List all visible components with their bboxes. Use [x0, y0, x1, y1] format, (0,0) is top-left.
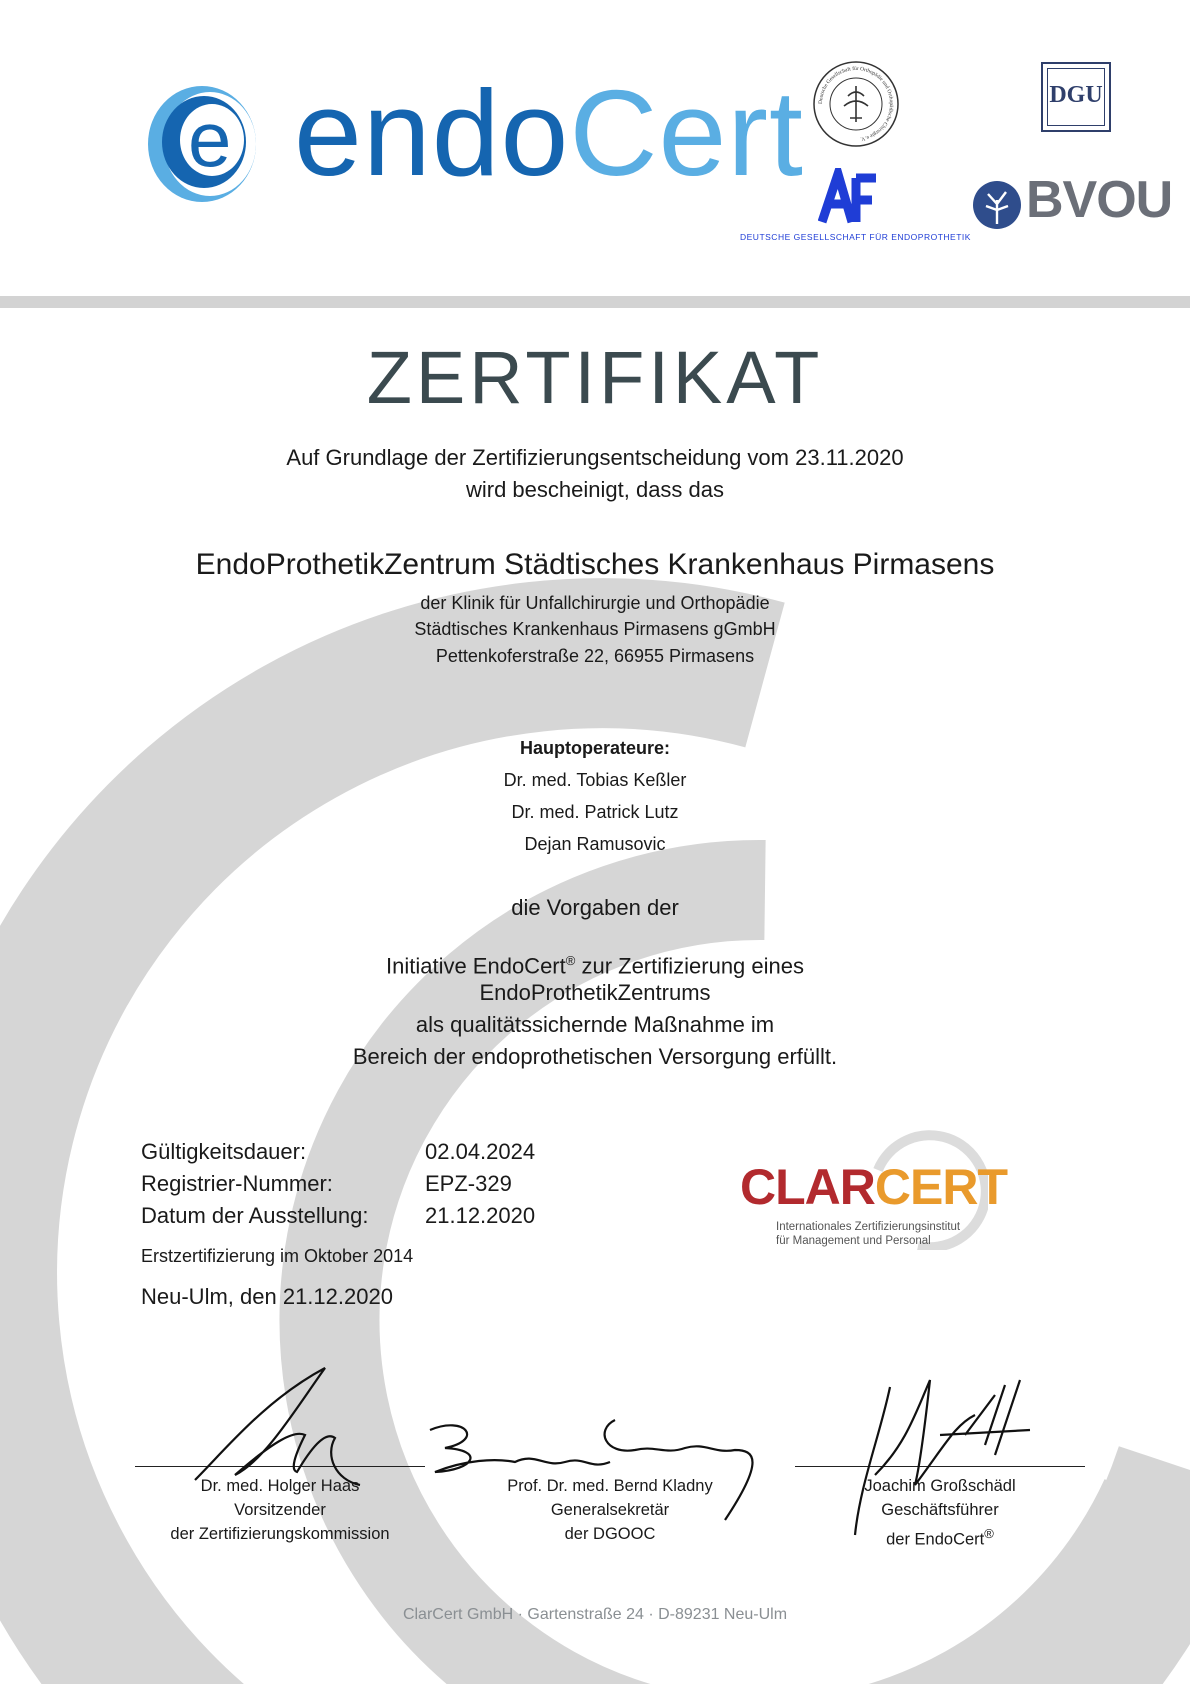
validity-label: Gültigkeitsdauer:: [141, 1139, 307, 1164]
signature-block-2: [460, 1474, 760, 1546]
signer-2-name: Prof. Dr. med. Bernd Kladny: [507, 1477, 713, 1495]
brand-part-endo: endo: [294, 65, 570, 201]
clarcert-subtitle-line-1: Internationales Zertifizierungsinstitut: [776, 1221, 961, 1233]
bvou-tree-icon: [972, 180, 1022, 230]
footer-address: ClarCert GmbH · Gartenstraße 24 · D-89231 Neu-Ulm: [402, 1606, 788, 1623]
dgooc-seal-text: Deutsche Gesellschaft für Orthopädie und Orthopädische Chirurgie e.V.: [817, 65, 895, 142]
requirements-intro: die Vorgaben der: [511, 895, 679, 920]
registration-value: EPZ-329: [425, 1171, 512, 1196]
registration-label: Registrier-Nummer:: [141, 1171, 333, 1196]
statement-line-3: als qualitätssichernde Maßnahme im: [415, 1012, 775, 1037]
clarcert-subtitle-line-2: für Management und Personal: [776, 1235, 931, 1247]
issue-date-label: Datum der Ausstellung:: [141, 1203, 369, 1228]
ae-logo-text: DEUTSCHE GESELLSCHAFT FÜR ENDOPROTHETIK: [740, 232, 971, 242]
bvou-logo: [972, 171, 1173, 234]
signature-block-1: [130, 1474, 430, 1546]
signer-3-role: Geschäftsführer: [881, 1501, 999, 1519]
surgeons-heading: Hauptoperateure:: [519, 738, 671, 758]
svg-text:e: e: [188, 95, 232, 183]
dgu-logo: [1041, 62, 1111, 132]
dgooc-seal-logo: [812, 60, 900, 148]
endocert-wordmark: [294, 65, 804, 201]
address-line-3: Pettenkoferstraße 22, 66955 Pirmasens: [435, 646, 755, 666]
center-name: EndoProthetikZentrum Städtisches Krankenhaus Pirmasens: [195, 548, 995, 581]
clarcert-subtitle: [776, 1220, 960, 1248]
clarcert-word-clar: CLAR: [740, 1159, 875, 1215]
signer-1-role: Vorsitzender: [234, 1501, 326, 1519]
ae-logo-icon: [818, 168, 878, 226]
signature-block-3: [790, 1474, 1090, 1552]
header-divider: [0, 296, 1190, 308]
statement-line-4: Bereich der endoprothetischen Versorgung erfüllt.: [352, 1044, 838, 1069]
validity-value: 02.04.2024: [425, 1139, 536, 1164]
intro-line-2: wird bescheinigt, dass das: [465, 477, 725, 502]
signer-3-org-line: [790, 1522, 1090, 1552]
issue-date-value: 21.12.2020: [425, 1203, 536, 1228]
first-certification: Erstzertifizierung im Oktober 2014: [141, 1246, 414, 1266]
surgeon-2: Dr. med. Patrick Lutz: [511, 802, 679, 822]
intro-line-1: Auf Grundlage der Zertifizierungsentscheidung vom 23.11.2020: [286, 445, 904, 470]
statement-line-1-b: zur Zertifizierung eines: [575, 953, 804, 979]
statement-line-2: EndoProthetikZentrums: [479, 980, 711, 1005]
surgeon-1: Dr. med. Tobias Keßler: [503, 770, 687, 790]
signer-1-org: der Zertifizierungskommission: [170, 1525, 390, 1543]
clarcert-word-cert: CERT: [874, 1159, 1007, 1215]
statement-line-1-a: Initiative EndoCert: [385, 953, 566, 979]
dgu-logo-text: DGU: [1049, 82, 1103, 108]
bvou-logo-text: BVOU: [1026, 171, 1173, 229]
registered-mark: ®: [565, 953, 576, 968]
address-line-1: der Klinik für Unfallchirurgie und Orthopädie: [420, 593, 770, 613]
signer-3-org: der EndoCert: [886, 1530, 985, 1549]
place-date: Neu-Ulm, den 21.12.2020: [141, 1284, 393, 1309]
endocert-logo: [144, 65, 804, 210]
brand-part-cert: Cert: [569, 65, 804, 201]
endocert-swirl-icon: [144, 80, 259, 205]
clarcert-logo: [738, 1130, 1008, 1260]
signer-2-org: der DGOOC: [564, 1525, 656, 1543]
signature-haas: [185, 1360, 365, 1490]
clarcert-wordmark: [740, 1159, 1007, 1215]
signer-3-registered-mark: ®: [984, 1526, 994, 1541]
certificate-title: ZERTIFIKAT: [366, 336, 824, 419]
signer-2-role: Generalsekretär: [550, 1501, 670, 1519]
address-line-2: Städtisches Krankenhaus Pirmasens gGmbH: [414, 619, 776, 639]
surgeon-3: Dejan Ramusovic: [524, 834, 666, 854]
signer-3-name: Joachim Großschädl: [864, 1477, 1016, 1495]
signer-1-name: Dr. med. Holger Haas: [200, 1477, 360, 1495]
